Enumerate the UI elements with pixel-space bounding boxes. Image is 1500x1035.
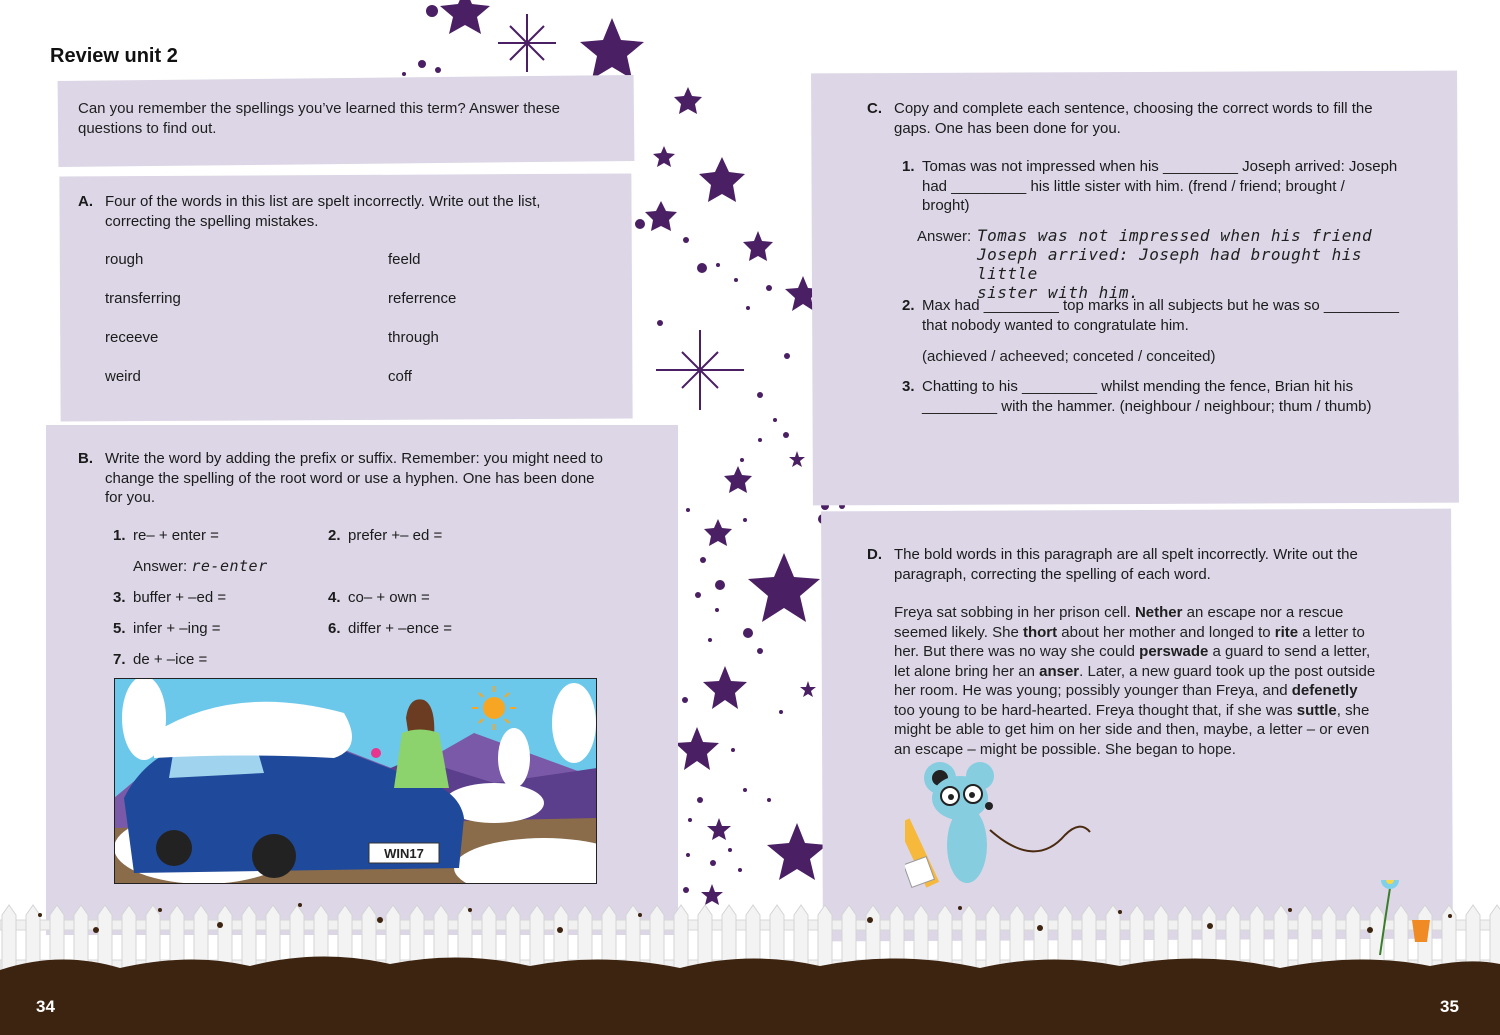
section-b-instruction: B. Write the word by adding the prefix or suffix. Remember: you might need to change the spelling of the root word or use a hyphen. One has been done for you.	[78, 450, 604, 506]
fence-and-soil	[0, 880, 1500, 1035]
page-title: Review unit 2	[50, 45, 178, 67]
question-item: 1. re– + enter =	[113, 527, 219, 544]
answer-handwriting: Tomas was not impressed when his friend Joseph arrived: Joseph had brought his little sister with him.	[977, 226, 1373, 302]
section-letter: B.	[78, 450, 93, 467]
section-d-instruction: D. The bold words in this paragraph are all spelt incorrectly. Write out the paragraph, correcting the spelling of each word.	[867, 546, 1358, 583]
intro-text: Can you remember the spellings you’ve learned this term? Answer these questions to find out.	[78, 100, 560, 137]
question-item: 1. Tomas was not impressed when his _________ Joseph arrived: Joseph had _________ his little sister with him. (frend / friend; brought / broght)	[902, 158, 1398, 214]
section-letter: A.	[78, 193, 93, 210]
star-icon	[674, 87, 702, 114]
question-item: 2. Max had _________ top marks in all subjects but he was so _________ that nobody wanted to congratulate him.	[902, 297, 1399, 334]
word-list-item: coff	[388, 368, 412, 385]
sparkle-icon	[498, 14, 556, 72]
question-item: 4. co– + own =	[328, 589, 430, 606]
page-number-left: 34	[36, 997, 55, 1016]
star-icon	[724, 466, 752, 493]
star-icon	[743, 231, 773, 261]
question-item: 6. differ + –ence =	[328, 620, 452, 637]
answer-handwriting: re-enter	[191, 557, 268, 575]
answer-example: Answer: re-enter	[133, 557, 268, 575]
section-c-instruction: C. Copy and complete each sentence, choosing the correct words to fill the gaps. One has been done for you.	[867, 100, 1373, 137]
snowy-car-illustration	[114, 678, 597, 884]
word-list-item: rough	[105, 251, 144, 268]
star-icon	[707, 818, 731, 840]
star-icon	[699, 157, 745, 202]
paragraph: Freya sat sobbing in her prison cell. Nether an escape nor a rescue seemed likely. She thort about her mother and longed to rite a letter to her. But there was no way she could perswade a guard to send a letter, let alone bring her an anser. Later, a new guard took up the post outside her room. He was young; possibly younger than Freya, and defenetly too young to be hard-hearted. Freya thought that, if she was suttle, she might be able to get him on her side and then, maybe, a letter – or even an escape – might be possible. She began to hope.	[894, 604, 1376, 758]
word-list-item: referrence	[388, 290, 457, 307]
star-icon	[645, 201, 677, 231]
mouse-with-pencil-icon	[905, 760, 1095, 895]
word-list-item: weird	[105, 368, 141, 385]
sparkle-icon	[656, 330, 744, 410]
section-letter: C.	[867, 100, 882, 117]
word-list-item: through	[388, 329, 439, 346]
word-list-item: transferring	[105, 290, 181, 307]
page-number-right: 35	[1440, 997, 1459, 1016]
section-letter: D.	[867, 546, 882, 563]
star-icon	[675, 727, 719, 770]
star-icon	[800, 681, 816, 697]
star-icon	[703, 666, 747, 709]
answer-example: Answer: Tomas was not impressed when his friend Joseph arrived: Joseph had brought his little sister with him.	[917, 227, 1427, 287]
question-item: 7. de + –ice =	[113, 651, 208, 668]
star-icon	[653, 146, 675, 167]
question-item: 3. Chatting to his _________ whilst mending the fence, Brian hit his _________ with the hammer. (neighbour / neighbour; thum / thumb)	[902, 378, 1372, 415]
section-a-instruction: A. Four of the words in this list are spelt incorrectly. Write out the list, correcting the spelling mistakes.	[78, 193, 541, 230]
star-icon	[748, 553, 820, 622]
word-list-item: feeld	[388, 251, 421, 268]
star-icon	[440, 0, 490, 34]
word-list-item: receeve	[105, 329, 159, 346]
star-icon	[580, 18, 644, 79]
word-options: (achieved / acheeved; conceted / conceited)	[922, 348, 1216, 365]
star-icon	[704, 519, 732, 546]
star-icon	[789, 451, 805, 467]
question-item: 5. infer + –ing =	[113, 620, 221, 637]
license-plate: WIN17	[384, 846, 424, 861]
star-icon	[767, 823, 827, 880]
question-item: 2. prefer +– ed =	[328, 527, 443, 544]
question-item: 3. buffer + –ed =	[113, 589, 227, 606]
